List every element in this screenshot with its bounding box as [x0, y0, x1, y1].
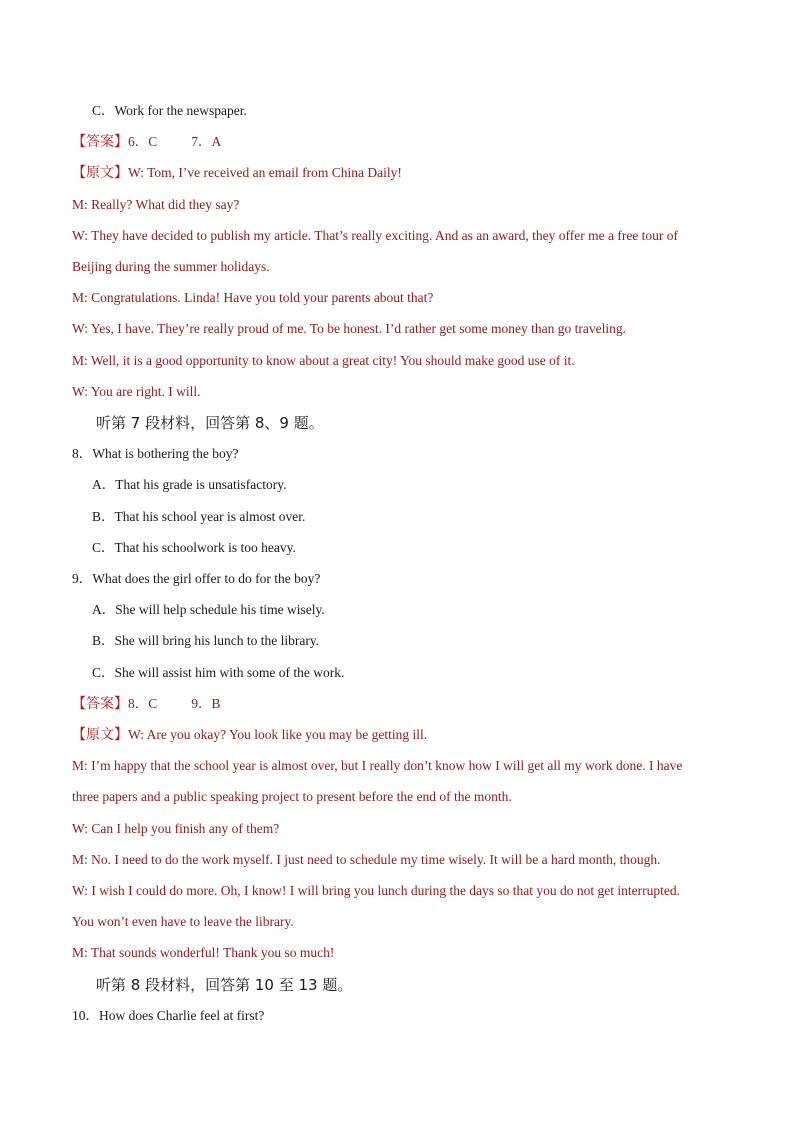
question-9-option-a: A．She will help schedule his time wisely.	[92, 602, 325, 617]
question-8-option-c: C．That his schoolwork is too heavy.	[92, 540, 296, 555]
question-8-option-a: A．That his grade is unsatisfactory.	[92, 477, 287, 492]
transcript-text: W: Tom, I’ve received an email from China Daily!	[128, 165, 402, 180]
section-heading: 听第 8 段材料，回答第 10 至 13 题。	[96, 976, 353, 994]
dialogue-line: M: That sounds wonderful! Thank you so much!	[72, 945, 335, 960]
transcript-tag: 【原文】	[72, 165, 128, 181]
answer-tag: 【答案】	[72, 134, 128, 150]
answer-6: 6．C	[128, 134, 158, 149]
option-c: C．Work for the newspaper.	[92, 103, 247, 118]
dialogue-line: W: I wish I could do more. Oh, I know! I will bring you lunch during the days so that you do not get interrupted.	[72, 883, 681, 898]
answer-7: 7．A	[191, 134, 222, 149]
dialogue-line: M: Congratulations. Linda! Have you told your parents about that?	[72, 290, 434, 305]
transcript-line	[72, 726, 427, 744]
transcript-text: W: Are you okay? You look like you may be getting ill.	[128, 727, 428, 742]
question-8-option-b: B．That his school year is almost over.	[92, 509, 306, 524]
question-9-option-c: C．She will assist him with some of the work.	[92, 665, 345, 680]
dialogue-line: M: Well, it is a good opportunity to know about a great city! You should make good use of it.	[72, 353, 575, 368]
dialogue-line: M: Really? What did they say?	[72, 197, 240, 212]
dialogue-line: W: They have decided to publish my article. That’s really exciting. And as an award, they offer me a free tour of	[72, 228, 679, 243]
dialogue-line: W: Can I help you finish any of them?	[72, 821, 280, 836]
question-9: 9．What does the girl offer to do for the boy?	[72, 571, 321, 586]
answer-tag: 【答案】	[72, 696, 128, 712]
dialogue-line: You won’t even have to leave the library.	[72, 914, 294, 929]
answer-line	[72, 133, 221, 151]
dialogue-line: three papers and a public speaking project to present before the end of the month.	[72, 789, 512, 804]
transcript-tag: 【原文】	[72, 727, 128, 743]
dialogue-line: W: Yes, I have. They’re really proud of me. To be honest. I’d rather get some money than go traveling.	[72, 321, 627, 336]
question-10: 10．How does Charlie feel at first?	[72, 1008, 265, 1023]
section-heading: 听第 7 段材料，回答第 8、9 题。	[96, 414, 324, 432]
dialogue-line: M: I’m happy that the school year is almost over, but I really don’t know how I will get all my work done. I have	[72, 758, 683, 773]
dialogue-line: M: No. I need to do the work myself. I just need to schedule my time wisely. It will be a hard month, though.	[72, 852, 661, 867]
dialogue-line: W: You are right. I will.	[72, 384, 201, 399]
question-8: 8．What is bothering the boy?	[72, 446, 239, 461]
answer-9: 9．B	[191, 696, 221, 711]
question-9-option-b: B．She will bring his lunch to the library.	[92, 633, 320, 648]
transcript-line	[72, 164, 402, 182]
answer-8: 8．C	[128, 696, 158, 711]
answer-line	[72, 695, 221, 713]
dialogue-line: Beijing during the summer holidays.	[72, 259, 270, 274]
